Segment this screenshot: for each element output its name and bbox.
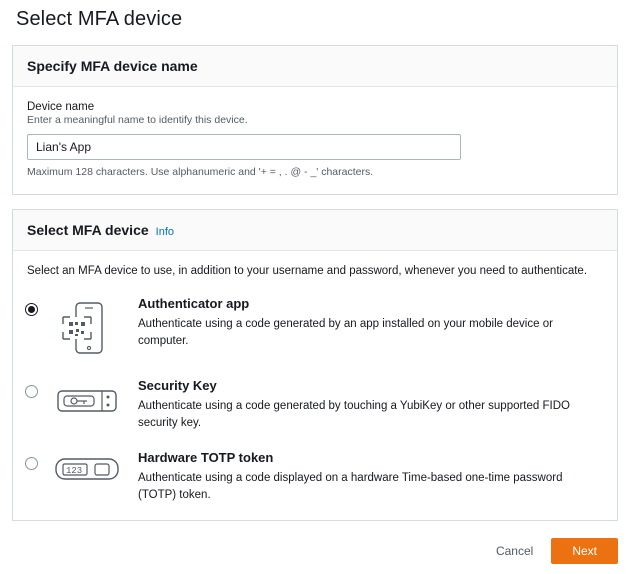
select-mfa-card-header <box>13 210 617 251</box>
mfa-option-description: Authenticate using a code generated by touching a YubiKey or other supported FIDO security key. <box>138 400 570 429</box>
mfa-option-title: Authenticator app <box>138 296 250 311</box>
mfa-option-description: Authenticate using a code displayed on a hardware Time-based one-time password (TOTP) token. <box>138 472 563 502</box>
select-mfa-card-body <box>13 251 617 520</box>
mfa-option-hardware-totp-token[interactable] <box>13 441 617 513</box>
svg-text:123: 123 <box>66 466 83 477</box>
select-mfa-card-title: Select MFA device <box>27 222 149 238</box>
mfa-option-text-hardware-totp-token <box>138 447 617 503</box>
device-name-card-body <box>13 87 617 194</box>
mfa-option-title: Security Key <box>138 378 217 393</box>
device-name-card-title: Specify MFA device name <box>27 58 198 74</box>
radio-security-key[interactable] <box>25 385 38 398</box>
info-link[interactable]: Info <box>155 226 175 238</box>
mfa-option-text-authenticator-app <box>138 293 617 349</box>
device-name-description: Enter a meaningful name to identify this device. <box>27 114 248 126</box>
footer-actions <box>12 538 618 564</box>
cancel-button[interactable]: Cancel <box>492 538 537 564</box>
radio-authenticator-app[interactable] <box>25 303 38 316</box>
mfa-option-title: Hardware TOTP token <box>138 450 274 466</box>
radio-hardware-totp-token[interactable] <box>25 457 38 470</box>
device-name-input[interactable] <box>27 134 461 160</box>
usb-security-key-icon <box>38 375 138 423</box>
phone-qr-code-icon <box>38 293 138 359</box>
hardware-token-icon <box>38 447 138 487</box>
select-mfa-device-card <box>12 209 618 521</box>
device-name-label: Device name <box>27 101 95 113</box>
mfa-option-description: Authenticate using a code generated by an app installed on your mobile device or computer. <box>138 318 553 347</box>
device-name-card <box>12 45 618 195</box>
device-name-constraint: Maximum 128 characters. Use alphanumeric and '+ = , . @ - _' characters. <box>27 166 374 178</box>
next-button[interactable]: Next <box>551 538 618 564</box>
select-mfa-intro: Select an MFA device to use, in addition to your username and password, whenever you need to authenticate. <box>27 265 588 277</box>
mfa-option-authenticator-app[interactable] <box>13 287 617 369</box>
device-name-card-header <box>13 46 617 87</box>
mfa-option-security-key[interactable] <box>13 369 617 441</box>
mfa-option-text-security-key <box>138 375 617 431</box>
page-title: Select MFA device <box>16 8 183 30</box>
